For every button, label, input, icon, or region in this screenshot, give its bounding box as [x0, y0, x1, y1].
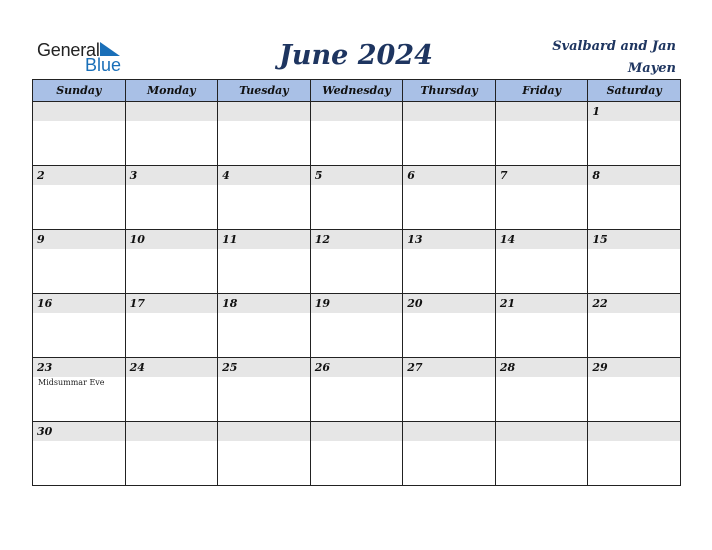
- week-row: [33, 358, 681, 422]
- week-row: [33, 422, 681, 486]
- day-bar: [496, 102, 588, 121]
- day-cell: [495, 230, 588, 294]
- day-cell: [33, 422, 126, 486]
- day-cell: [125, 294, 218, 358]
- day-number: 8: [592, 169, 601, 182]
- day-number: 1: [592, 105, 601, 118]
- day-cell: [125, 102, 218, 166]
- day-bar: [496, 166, 588, 185]
- day-cell: [588, 358, 681, 422]
- day-cell: [588, 166, 681, 230]
- day-cell: [403, 422, 496, 486]
- day-number: 22: [592, 297, 608, 310]
- day-number: 24: [129, 361, 145, 374]
- day-number: 28: [499, 361, 516, 374]
- day-bar: [403, 422, 495, 441]
- day-cell: [125, 422, 218, 486]
- day-number: 13: [407, 233, 423, 246]
- day-number: 3: [129, 169, 138, 182]
- day-cell: [403, 166, 496, 230]
- day-cell: [495, 102, 588, 166]
- day-cell: [125, 166, 218, 230]
- day-bar: [33, 166, 125, 185]
- day-cell: [218, 230, 311, 294]
- day-bar: [126, 102, 218, 121]
- day-cell: [310, 230, 403, 294]
- day-number: 18: [222, 297, 238, 310]
- day-bar: [403, 166, 495, 185]
- day-bar: [218, 166, 310, 185]
- day-cell: [310, 102, 403, 166]
- day-bar: [496, 422, 588, 441]
- day-bar: [311, 166, 403, 185]
- region-name: Svalbard and Jan Mayen: [552, 39, 676, 76]
- day-number: 26: [314, 361, 330, 374]
- day-cell: [403, 358, 496, 422]
- day-cell: [218, 166, 311, 230]
- day-cell: [310, 294, 403, 358]
- day-cell: [495, 358, 588, 422]
- day-cell: [218, 422, 311, 486]
- day-number: 21: [499, 297, 516, 310]
- day-cell: [495, 294, 588, 358]
- day-bar: [33, 230, 125, 249]
- day-bar: [311, 422, 403, 441]
- day-cell: [495, 166, 588, 230]
- weekday-tuesday: Tuesday: [218, 80, 311, 102]
- day-cell: [218, 102, 311, 166]
- day-cell: [403, 230, 496, 294]
- weekday-sunday: Sunday: [33, 80, 126, 102]
- day-cell: [588, 102, 681, 166]
- day-bar: [403, 102, 495, 121]
- day-cell: [33, 294, 126, 358]
- logo-word-general: General: [37, 40, 100, 60]
- day-number: 12: [314, 233, 330, 246]
- day-cell: [33, 230, 126, 294]
- weekday-wednesday: Wednesday: [310, 80, 403, 102]
- day-cell: [310, 358, 403, 422]
- week-row: [33, 294, 681, 358]
- day-number: 29: [592, 361, 608, 374]
- day-number: 15: [592, 233, 608, 246]
- day-cell: [588, 422, 681, 486]
- day-bar: [218, 422, 310, 441]
- day-number: 4: [222, 169, 230, 182]
- week-row: [33, 102, 681, 166]
- day-number: 19: [314, 297, 330, 310]
- day-cell: [588, 294, 681, 358]
- day-cell: [218, 294, 311, 358]
- day-number: 23: [37, 361, 53, 374]
- day-bar: [588, 422, 680, 441]
- week-row: [33, 230, 681, 294]
- page-title: June 2024: [279, 40, 433, 71]
- calendar-grid: [32, 79, 681, 486]
- day-number: 27: [407, 361, 423, 374]
- day-cell: [218, 358, 311, 422]
- day-cell: [125, 358, 218, 422]
- weekday-header-row: [33, 80, 681, 102]
- day-cell: [403, 294, 496, 358]
- day-number: 11: [222, 233, 238, 246]
- logo-word-blue: Blue: [85, 55, 122, 75]
- day-cell: [310, 166, 403, 230]
- day-bar: [126, 166, 218, 185]
- day-number: 20: [407, 297, 423, 310]
- day-bar: [588, 102, 680, 121]
- day-cell: [310, 422, 403, 486]
- day-cell: [403, 102, 496, 166]
- day-cell: [588, 230, 681, 294]
- day-bar: [588, 166, 680, 185]
- day-number: 10: [129, 233, 145, 246]
- day-number: 6: [407, 169, 415, 182]
- day-number: 16: [37, 297, 53, 310]
- day-bar: [218, 102, 310, 121]
- day-number: 30: [37, 425, 53, 438]
- holiday-label: Midsummar Eve: [38, 378, 105, 387]
- day-number: 14: [499, 233, 516, 246]
- day-cell: [125, 230, 218, 294]
- day-cell: [33, 166, 126, 230]
- week-row: [33, 166, 681, 230]
- day-number: 2: [37, 169, 45, 182]
- day-number: 7: [499, 169, 508, 182]
- weekday-thursday: Thursday: [403, 80, 496, 102]
- day-number: 9: [37, 233, 45, 246]
- day-cell: [495, 422, 588, 486]
- weekday-saturday: Saturday: [588, 80, 681, 102]
- day-number: 17: [129, 297, 145, 310]
- day-bar: [311, 102, 403, 121]
- day-bar: [126, 422, 218, 441]
- day-cell: [33, 102, 126, 166]
- weekday-monday: Monday: [125, 80, 218, 102]
- weekday-friday: Friday: [495, 80, 588, 102]
- day-number: 25: [222, 361, 238, 374]
- day-bar: [33, 102, 125, 121]
- day-cell: [33, 358, 126, 422]
- day-number: 5: [314, 169, 323, 182]
